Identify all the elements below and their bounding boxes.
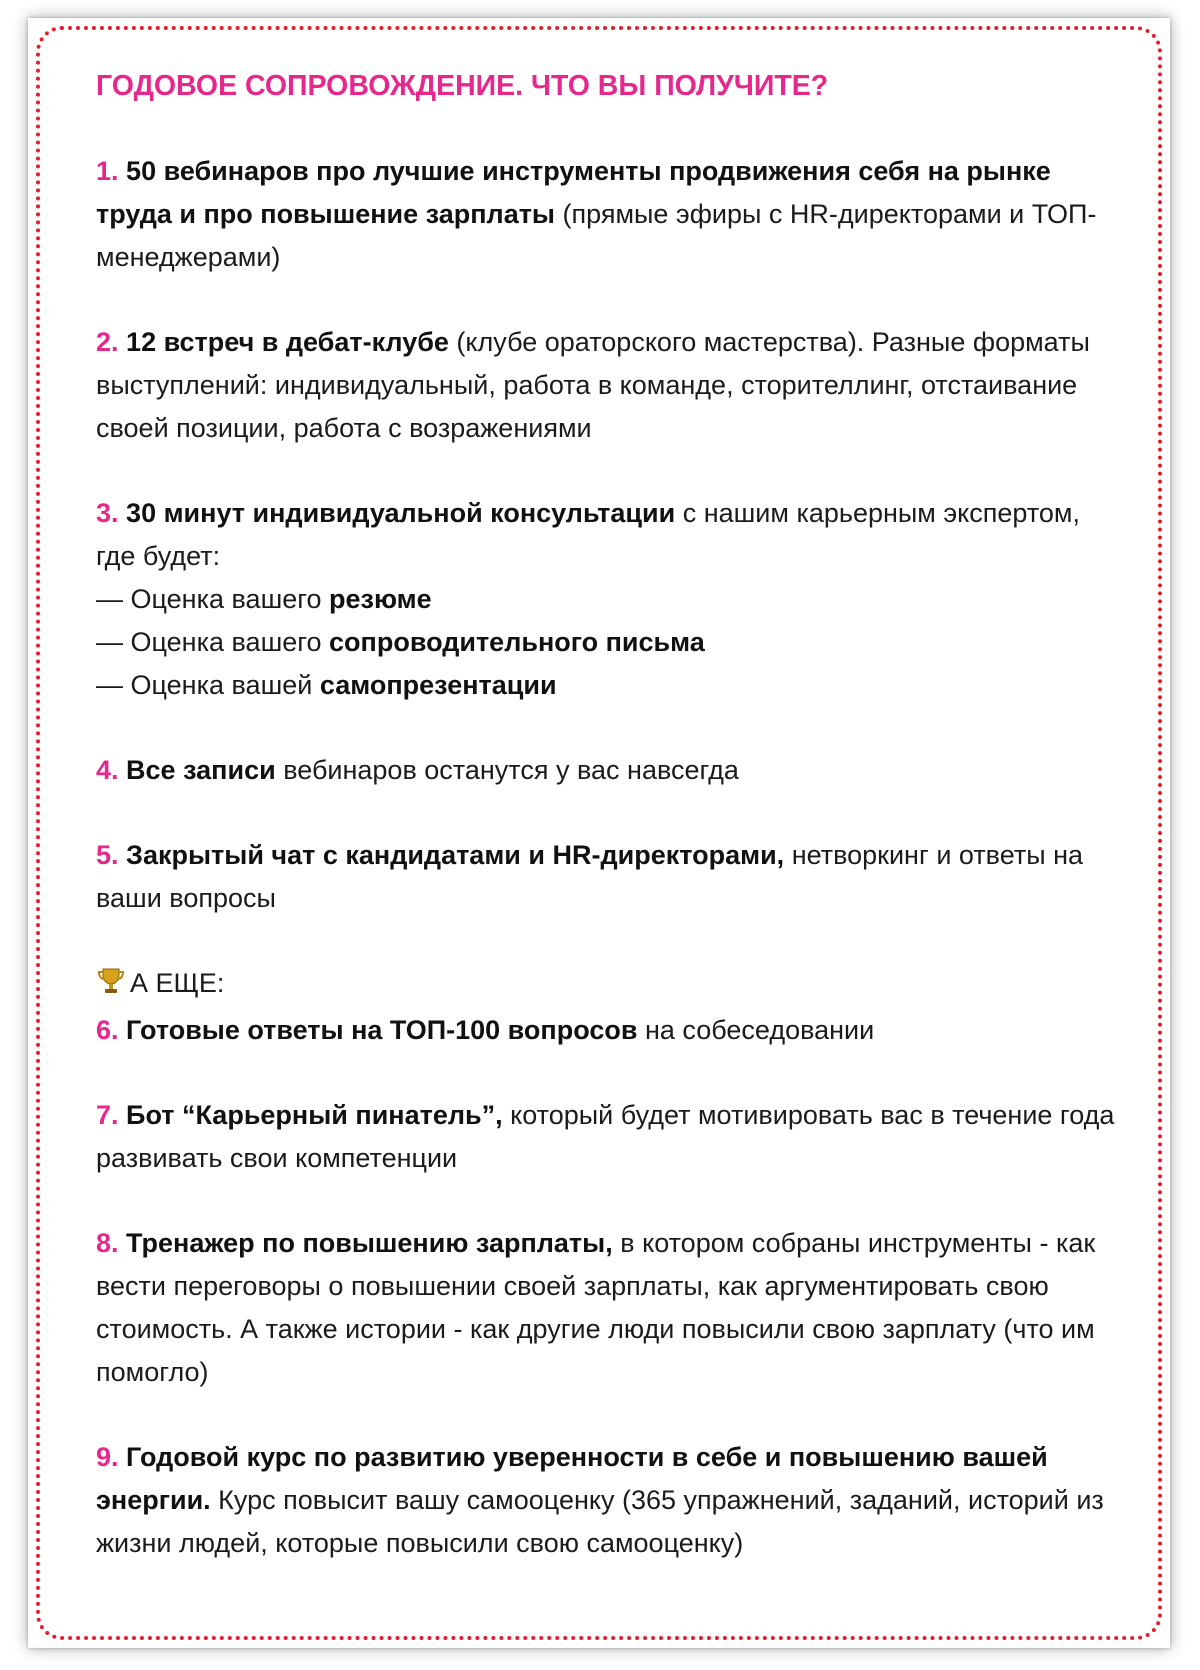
item-text: (клубе ораторского мастерства). Разные форматы выступлений: индивидуальный, работа в команде, сторителлинг, отстаивание своей позиции, работа с возражениями	[96, 327, 1090, 443]
item-text: (прямые эфиры с HR-директорами и ТОП-менеджерами)	[96, 199, 1097, 272]
sub-item-text: — Оценка вашего	[96, 627, 330, 657]
list-item-2	[96, 321, 1116, 450]
item-bold: Все записи	[126, 755, 276, 785]
sub-item-cover-letter	[96, 621, 1116, 664]
sub-item-self-presentation	[96, 664, 1116, 707]
item-text: в котором собраны инструменты - как вести переговоры о повышении своей зарплаты, как аргументировать свою стоимость. А также истории - как другие люди повысили свою зарплату (что им помогло)	[96, 1228, 1096, 1387]
item-bold: 12 встреч в дебат-клубе	[126, 327, 449, 357]
item-bold: Бот “Карьерный пинатель”,	[126, 1100, 503, 1130]
info-card	[28, 18, 1170, 1648]
list-item-8	[96, 1222, 1116, 1394]
item-number: 6.	[96, 1015, 119, 1045]
sub-item-text: — Оценка вашей	[96, 670, 320, 700]
content	[96, 64, 1116, 1607]
item-text: с нашим карьерным экспертом, где будет:	[96, 498, 1080, 571]
item-bold: 30 минут индивидуальной консультации	[126, 498, 676, 528]
list-item-5	[96, 834, 1116, 920]
list-item-7	[96, 1094, 1116, 1180]
item-bold: 50 вебинаров про лучшие инструменты продвижения себя на рынке труда и про повышение зарплаты	[96, 156, 1051, 229]
list-item-3	[96, 492, 1116, 707]
item-text: нетворкинг и ответы на ваши вопросы	[96, 840, 1084, 913]
list-item-1	[96, 150, 1116, 279]
extra-heading	[96, 962, 1116, 1009]
item-number: 5.	[96, 840, 119, 870]
trophy-icon	[96, 966, 130, 1009]
page-title: ГОДОВОЕ СОПРОВОЖДЕНИЕ. ЧТО ВЫ ПОЛУЧИТЕ?	[96, 70, 829, 102]
item-bold: Тренажер по повышению зарплаты,	[126, 1228, 613, 1258]
item-text: Курс повысит вашу самооценку (365 упражнений, заданий, историй из жизни людей, которые повысили свою самооценку)	[96, 1485, 1104, 1558]
sub-item-bold: самопрезентации	[319, 670, 557, 700]
item-bold: Годовой курс по развитию уверенности в себе и повышению вашей энергии.	[96, 1442, 1048, 1515]
item-number: 9.	[96, 1442, 119, 1472]
item-bold: Готовые ответы на ТОП-100 вопросов	[126, 1015, 638, 1045]
item-number: 4.	[96, 755, 119, 785]
item-number: 1.	[96, 156, 119, 186]
item-text: который будет мотивировать вас в течение года развивать свои компетенции	[96, 1100, 1115, 1173]
item-text: вебинаров останутся у вас навсегда	[275, 755, 739, 785]
item-number: 7.	[96, 1100, 119, 1130]
extra-heading-text: А ЕЩЕ:	[130, 968, 225, 998]
item-text: на собеседовании	[637, 1015, 875, 1045]
sub-item-text: — Оценка вашего	[96, 584, 330, 614]
item-number: 8.	[96, 1228, 119, 1258]
list-item-4	[96, 749, 1116, 792]
sub-item-bold: сопроводительного письма	[329, 627, 705, 657]
item-number: 2.	[96, 327, 119, 357]
list-item-6	[96, 962, 1116, 1052]
sub-item-bold: резюме	[329, 584, 432, 614]
list-item-9	[96, 1436, 1116, 1565]
sub-item-resume	[96, 578, 1116, 621]
item-number: 3.	[96, 498, 119, 528]
item-bold: Закрытый чат с кандидатами и HR-директорами,	[126, 840, 785, 870]
